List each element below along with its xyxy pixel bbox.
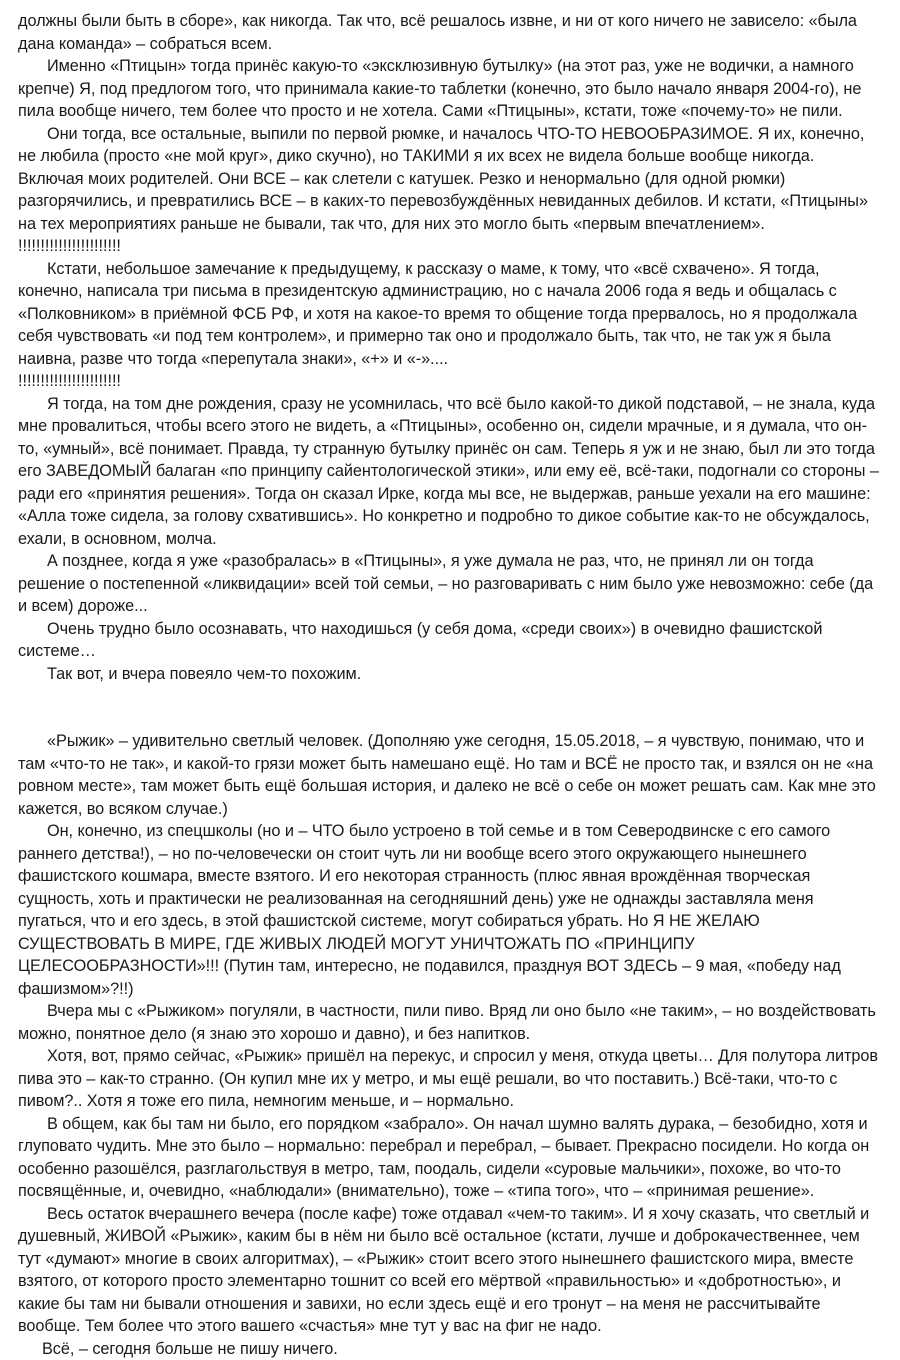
separator-exclamations-2: !!!!!!!!!!!!!!!!!!!!!!! xyxy=(18,370,882,393)
paragraph-10: Он, конечно, из спецшколы (но и – ЧТО было устроено в той семье и в том Северодвинске с его самого раннего детства!), – но по-человечески он стоит чуть ли ни вообще всего этого окружающего нынешнего фашистского кошмара, вместе взятого. И его некоторая странность (плюс явная врождённая творческая сущность, хоть и практически не реализованная на сегодняшний день) уже не однажды заставляла меня пугаться, что и его здесь, в этой фашистской системе, могут собираться убрать. Но Я НЕ ЖЕЛАЮ СУЩЕСТВОВАТЬ В МИРЕ, ГДЕ ЖИВЫХ ЛЮДЕЙ МОГУТ УНИЧТОЖАТЬ ПО «ПРИНЦИПУ ЦЕЛЕСООБРАЗНОСТИ»!!! (Путин там, интересно, не подавился, празднуя ВОТ ЗДЕСЬ – 9 мая, «победу над фашизмом»?!!) xyxy=(18,820,882,1000)
separator-exclamations-1: !!!!!!!!!!!!!!!!!!!!!!! xyxy=(18,235,882,258)
paragraph-9: «Рыжик» – удивительно светлый человек. (Дополняю уже сегодня, 15.05.2018, – я чувствую, понимаю, что и там «что-то не так», и какой-то грязи может быть намешано ещё. Но там и ВСЁ не просто так, и взялся он не «на ровном месте», там может быть ещё большая история, и далеко не всё о себе он может решать сам. Как мне это кажется, во всяком случае.) xyxy=(18,730,882,820)
paragraph-8: Так вот, и вчера повеяло чем-то похожим. xyxy=(18,663,882,686)
paragraph-13: В общем, как бы там ни было, его порядком «забрало». Он начал шумно валять дурака, – безобидно, хотя и глуповато чудить. Мне это было – нормально: перебрал и перебрал, – бывает. Прекрасно посидели. Но когда он особенно разошёлся, разглагольствуя в метро, там, поодаль, сидели «суровые мальчики», похоже, во что-то посвящённые, и, очевидно, «наблюдали» (внимательно), тоже – «типа того», что – «принимая решение». xyxy=(18,1113,882,1203)
paragraph-12: Хотя, вот, прямо сейчас, «Рыжик» пришёл на перекус, и спросил у меня, откуда цветы… Для полутора литров пива это – как-то странно. (Он купил мне их у метро, и мы ещё решали, во что поставить.) Всё-таки, что-то с пивом?.. Хотя я тоже его пила, немногим меньше, и – нормально. xyxy=(18,1045,882,1113)
paragraph-3: Они тогда, все остальные, выпили по первой рюмке, и началось ЧТО-ТО НЕВООБРАЗИМОЕ. Я их, конечно, не любила (просто «не мой круг», дико скучно), но ТАКИМИ я их всех не видела больше вообще никогда. Включая моих родителей. Они ВСЕ – как слетели с катушек. Резко и ненормально (для одной рюмки) разгорячились, и превратились ВСЕ – в каких-то перевозбуждённых невиданных дебилов. И кстати, «Птицыны» на тех мероприятиях раньше не бывали, так что, для них это могло быть «первым впечатлением». xyxy=(18,123,882,236)
paragraph-7: Очень трудно было осознавать, что находишься (у себя дома, «среди своих») в очевидно фашистской системе… xyxy=(18,618,882,663)
paragraph-14: Весь остаток вчерашнего вечера (после кафе) тоже отдавал «чем-то таким». И я хочу сказать, что светлый и душевный, ЖИВОЙ «Рыжик», каким бы в нём ни было всё остальное (кстати, лучше и доброкачественнее, чем тут «думают» многие в своих алгоритмах), – «Рыжик» стоит всего этого нынешнего фашистского мира, вместе взятого, от которого просто элементарно тошнит со всей его мёртвой «правильностью» и «добротностью», и какие бы там ни бывали отношения и завихи, но если здесь ещё и его тронут – на меня не рассчитывайте вообще. Тем более что этого вашего «счастья» мне тут у вас на фиг не надо. xyxy=(18,1203,882,1338)
paragraph-15: Всё, – сегодня больше не пишу ничего. xyxy=(18,1338,882,1360)
paragraph-4: Кстати, небольшое замечание к предыдущему, к рассказу о маме, к тому, что «всё схвачено». Я тогда, конечно, написала три письма в президентскую администрацию, но с начала 2006 года я ведь и общалась с «Полковником» в приёмной ФСБ РФ, и хотя на какое-то время то общение тогда прервалось, но я продолжала себя чувствовать «и под тем контролем», и примерно так оно и продолжало быть, так что, не так уж я была наивна, разве что тогда «перепутала знаки», «+» и «-».... xyxy=(18,258,882,371)
paragraph-11: Вчера мы с «Рыжиком» погуляли, в частности, пили пиво. Вряд ли оно было «не таким», – но воздействовать можно, понятное дело (я знаю это хорошо и давно), и без напитков. xyxy=(18,1000,882,1045)
paragraph-2: Именно «Птицын» тогда принёс какую-то «эксклюзивную бутылку» (на этот раз, уже не водички, а намного крепче) Я, под предлогом того, что принимала какие-то таблетки (конечно, это было начало января 2004-го), не пила вообще ничего, тем более что просто и не хотела. Сами «Птицыны», кстати, тоже «почему-то» не пили. xyxy=(18,55,882,123)
paragraph-5: Я тогда, на том дне рождения, сразу не усомнилась, что всё было какой-то дикой подставой, – не знала, куда мне провалиться, чтобы всего этого не видеть, а «Птицыны», особенно он, сидели мрачные, и я думала, что он-то, «умный», всё понимает. Правда, ту странную бутылку принёс он сам. Теперь я уж и не знаю, был ли это тогда его ЗАВЕДОМЫЙ балаган «по принципу сайентологической этики», или ему её, всё-таки, подогнали со стороны – ради его «принятия решения». Тогда он сказал Ирке, когда мы все, не выдержав, раньше уехали на его машине: «Алла тоже сидела, за голову схватившись». Но конкретно и подробно то дикое событие как-то не обсуждалось, ехали, в основном, молча. xyxy=(18,393,882,551)
blank-line xyxy=(18,685,882,730)
paragraph-6: А позднее, когда я уже «разобралась» в «Птицыны», я уже думала не раз, что, не принял ли он тогда решение о постепенной «ликвидации» всей той семьи, – но разговаривать с ним было уже невозможно: себе (да и всем) дороже... xyxy=(18,550,882,618)
paragraph-1: должны были быть в сборе», как никогда. Так что, всё решалось извне, и ни от кого ничего не зависело: «была дана команда» – собраться всем. xyxy=(18,10,882,55)
